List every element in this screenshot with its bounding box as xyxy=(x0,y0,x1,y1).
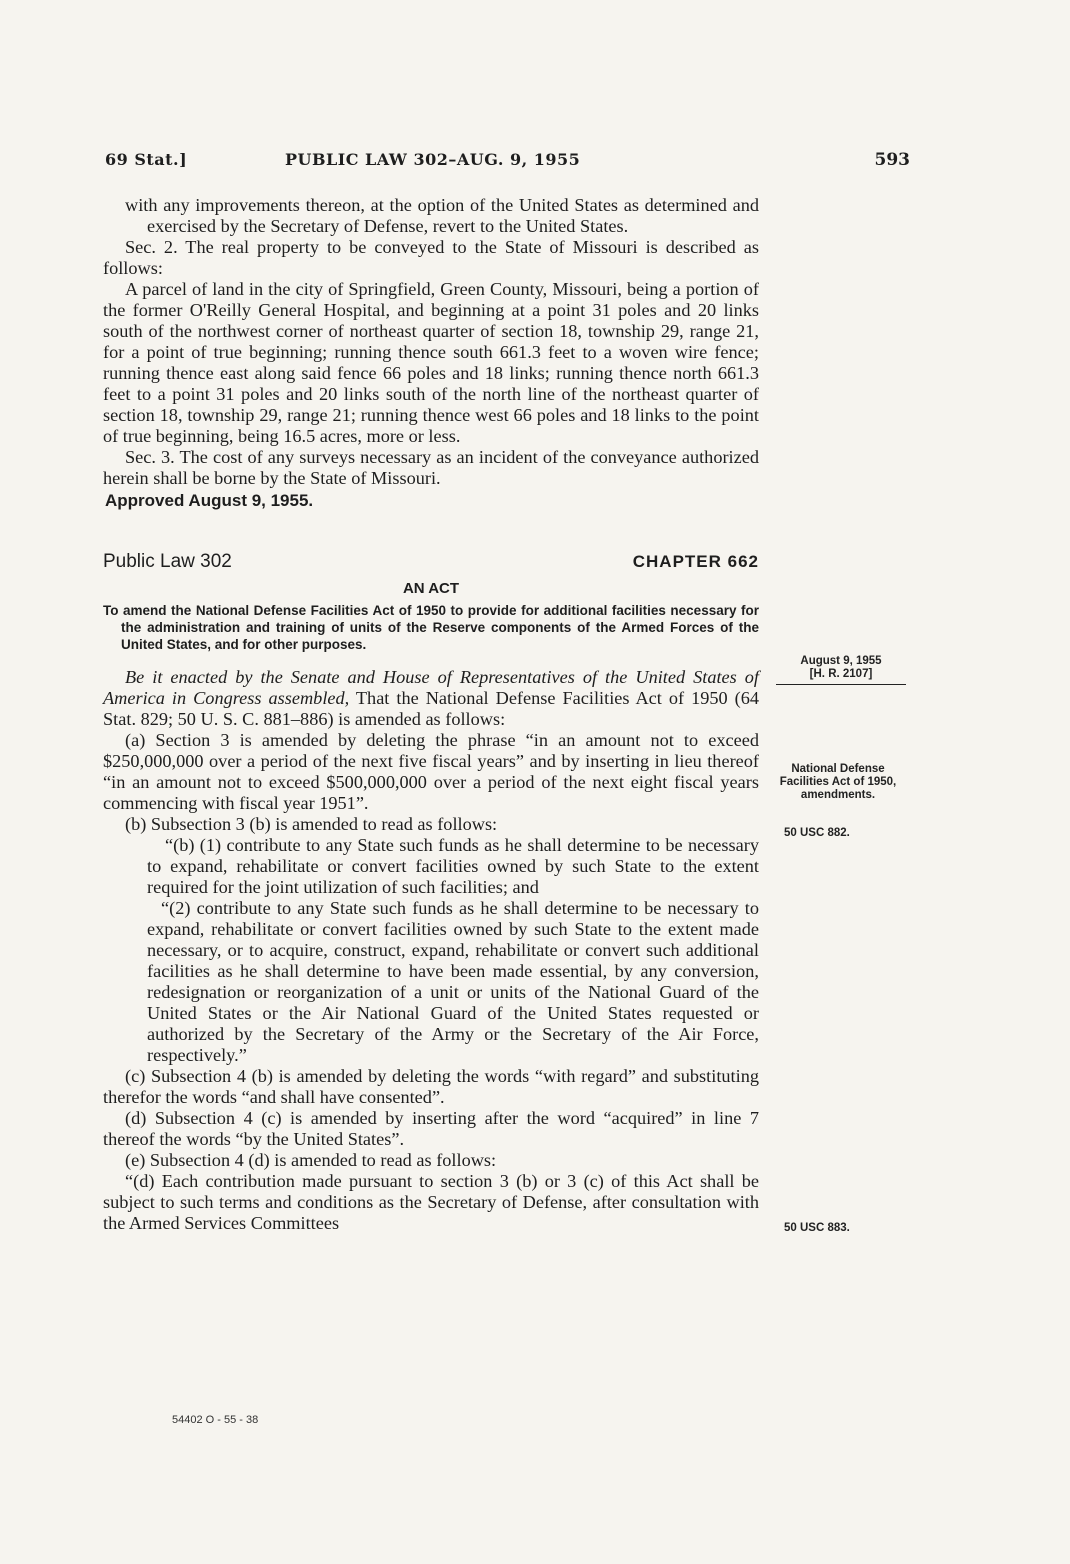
approved-date: Approved August 9, 1955. xyxy=(105,491,314,510)
law-heading xyxy=(103,551,759,577)
paragraph-a: (a) Section 3 is amended by deleting the phrase “in an amount not to exceed $250,000,000 over a period of the next five fiscal years” and by inserting in lieu thereof “in an amount not to exceed $500,000,000 over a period of the next eight fiscal years commencing with fiscal year 1951”. xyxy=(103,730,759,813)
page-header xyxy=(105,150,910,174)
enacting-clause-italic: Be it enacted by the Senate and House of Representatives of the United States of America in Congress assembled, xyxy=(103,667,759,708)
paragraph-e-d: “(d) Each contribution made pursuant to section 3 (b) or 3 (c) of this Act shall be subject to such terms and conditions as the Secretary of Defense, after consultation with the Armed Services Committees xyxy=(103,1171,759,1233)
header-title: PUBLIC LAW 302–AUG. 9, 1955 xyxy=(285,150,581,169)
paragraph-b-2: “(2) contribute to any State such funds as he shall determine to be necessary to expand, rehabilitate or convert facilities owned by such State to the extent made necessary, or to acquire, construct, expand, rehabilitate or convert such additional facilities as he shall determine to have been made essential, by any conversion, redesignation or reorganization of a unit or units of the National Guard of the United States or the Air National Guard of the United States requested or authorized by the Secretary of the Army or the Secretary of the Air Force, respectively.” xyxy=(147,898,759,1065)
margin-note-date xyxy=(776,655,906,685)
margin-date: August 9, 1955 xyxy=(800,655,882,667)
paragraph-section-3: Sec. 3. The cost of any surveys necessary as an incident of the conveyance authorized herein shall be borne by the State of Missouri. xyxy=(103,447,759,488)
act-purpose: To amend the National Defense Facilities Act of 1950 to provide for additional facilities necessary for the administration and training of units of the Reserve components of the Armed Forces of the United States, and for other purposes. xyxy=(103,603,759,652)
margin-bill: [H. R. 2107] xyxy=(809,668,873,680)
print-code: 54402 O - 55 - 38 xyxy=(172,1414,259,1426)
volume-reference: 69 Stat.] xyxy=(105,150,188,169)
margin-note-usc-883: 50 USC 883. xyxy=(784,1222,850,1234)
paragraph-b-1: “(b) (1) contribute to any State such funds as he shall determine to be necessary to expand, rehabilitate or convert facilities owned by such State to the extent required for the joint utilization of such facilities; and xyxy=(147,835,759,897)
paragraph-land-description: A parcel of land in the city of Springfield, Green County, Missouri, being a portion of the former O'Reilly General Hospital, and beginning at a point 31 poles and 20 links south of the northwest corner of northeast quarter of section 18, township 29, range 21, for a point of true beginning; running thence south 661.3 feet to a woven wire fence; running thence east along said fence 66 poles and 18 links; running thence north 661.3 feet to a point 31 poles and 20 links south of the north line of the northeast quarter of section 18, township 29, range 21; running thence west 66 poles and 18 links to the point of true beginning, being 16.5 acres, more or less. xyxy=(103,279,759,446)
enacting-clause-text: That the National Defense Facilities Act of 1950 (64 Stat. 829; 50 U. S. C. 881–886) is amended as follows: xyxy=(103,688,759,729)
paragraph-e: (e) Subsection 4 (d) is amended to read as follows: xyxy=(125,1150,497,1170)
body-text xyxy=(103,195,759,1234)
enacting-clause xyxy=(103,667,759,730)
page-number: 593 xyxy=(874,150,910,170)
paragraph-section-2: Sec. 2. The real property to be conveyed to the State of Missouri is described as follows: xyxy=(103,237,759,278)
margin-note-usc-882: 50 USC 882. xyxy=(784,827,850,839)
margin-note-topic: National Defense Facilities Act of 1950, amendments. xyxy=(779,763,897,801)
chapter-label: CHAPTER 662 xyxy=(632,552,759,571)
paragraph-c: (c) Subsection 4 (b) is amended by deleting the words “with regard” and substituting therefor the words “and shall have consented”. xyxy=(103,1066,759,1107)
paragraph-b: (b) Subsection 3 (b) is amended to read as follows: xyxy=(125,814,498,834)
paragraph-continuation: with any improvements thereon, at the option of the United States as determined and exercised by the Secretary of Defense, revert to the United States. xyxy=(125,195,759,236)
public-law-label: Public Law 302 xyxy=(103,551,232,572)
an-act-heading: AN ACT xyxy=(402,580,460,597)
paragraph-d: (d) Subsection 4 (c) is amended by inserting after the word “acquired” in line 7 thereof the words “by the United States”. xyxy=(103,1108,759,1149)
